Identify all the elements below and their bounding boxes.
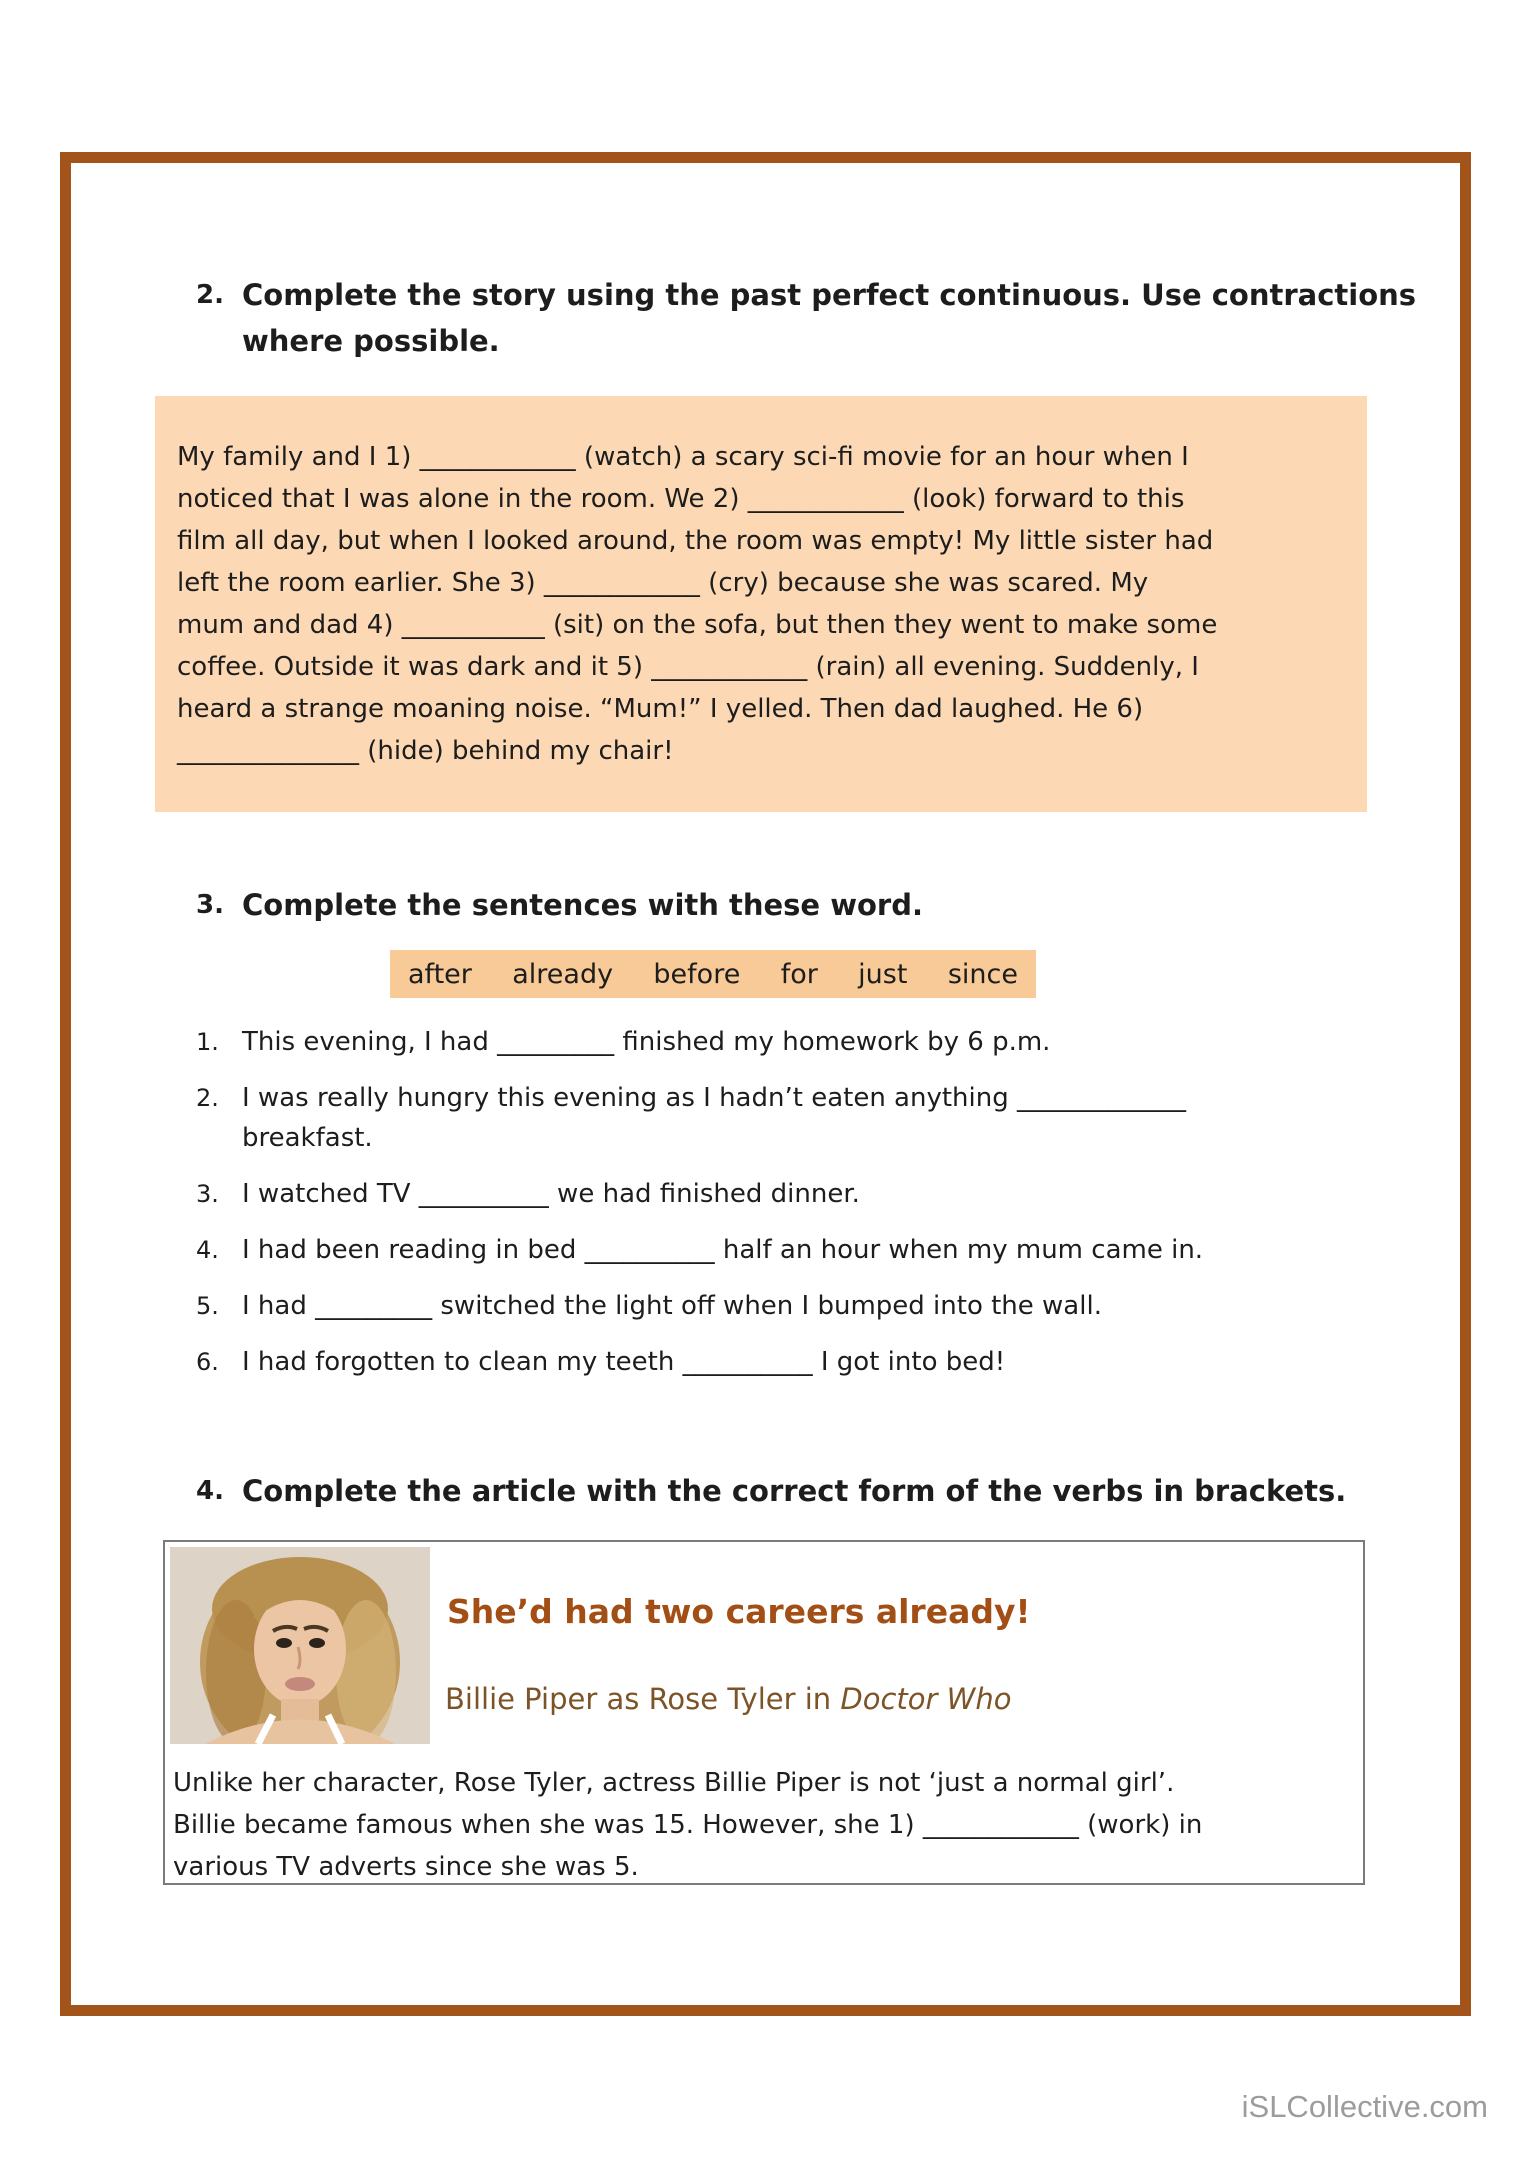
article-body-line: Billie became famous when she was 15. However, she 1) ____________ (work) in xyxy=(173,1810,1203,1840)
story-line: mum and dad 4) ___________ (sit) on the sofa, but then they went to make some xyxy=(177,610,1218,640)
exercise4-number: 4. xyxy=(196,1476,224,1506)
article-body-line: Unlike her character, Rose Tyler, actress Billie Piper is not ‘just a normal girl’. xyxy=(173,1768,1175,1798)
exercise4-instruction-line: Complete the article with the correct form of the verbs in brackets. xyxy=(242,1474,1347,1508)
story-line: ______________ (hide) behind my chair! xyxy=(177,736,674,766)
sentence-text: I had been reading in bed __________ half an hour when my mum came in. xyxy=(242,1235,1204,1265)
exercise3-instruction xyxy=(242,882,923,928)
word-bank-word: already xyxy=(512,958,614,990)
story-gap-fill-box xyxy=(155,396,1367,812)
sentence-number: 2. xyxy=(196,1084,219,1112)
exercise2-number: 2. xyxy=(196,280,224,310)
sentence-text: I was really hungry this evening as I hadn’t eaten anything _____________ breakfast. xyxy=(242,1083,1186,1153)
exercise2-instruction xyxy=(242,272,1416,364)
sentence-row xyxy=(196,1174,1386,1214)
sentence-number: 3. xyxy=(196,1180,219,1208)
sentence-row xyxy=(196,1342,1386,1382)
sentence-text: I had forgotten to clean my teeth __________ I got into bed! xyxy=(242,1347,1006,1377)
article-subtitle-text: Billie Piper as Rose Tyler in xyxy=(445,1682,841,1716)
word-bank-word: before xyxy=(653,958,741,990)
story-line: noticed that I was alone in the room. We 2) ____________ (look) forward to this xyxy=(177,484,1185,514)
exercise3-sentences xyxy=(196,1022,1386,1398)
article-box xyxy=(163,1540,1365,1885)
sentence-row xyxy=(196,1022,1386,1062)
sentence-number: 5. xyxy=(196,1292,219,1320)
sentence-row xyxy=(196,1078,1386,1158)
sentence-text: I had _________ switched the light off when I bumped into the wall. xyxy=(242,1291,1102,1321)
story-line: film all day, but when I looked around, the room was empty! My little sister had xyxy=(177,526,1214,556)
article-subtitle-show-title: Doctor Who xyxy=(840,1682,1012,1716)
islcollective-watermark: iSLCollective.com xyxy=(1241,2089,1488,2124)
exercise2-instruction-line: where possible. xyxy=(242,324,500,358)
exercise4-header xyxy=(196,1468,1346,1514)
exercise3-instruction-line: Complete the sentences with these word. xyxy=(242,888,923,922)
article-body-line: various TV adverts since she was 5. xyxy=(173,1852,639,1882)
word-bank-word: just xyxy=(858,958,908,990)
exercise2-header xyxy=(196,272,1417,364)
exercise4-instruction xyxy=(242,1468,1346,1514)
exercise3-number: 3. xyxy=(196,890,224,920)
sentence-number: 4. xyxy=(196,1236,219,1264)
word-bank-word: after xyxy=(408,958,472,990)
billie-piper-photo xyxy=(170,1547,430,1744)
story-line: coffee. Outside it was dark and it 5) ____________ (rain) all evening. Suddenly, I xyxy=(177,652,1199,682)
exercise2-instruction-line: Complete the story using the past perfect continuous. Use contractions xyxy=(242,278,1417,312)
word-bank xyxy=(390,950,1036,998)
article-subtitle xyxy=(445,1682,1011,1716)
sentence-number: 6. xyxy=(196,1348,219,1376)
word-bank-word: for xyxy=(780,958,818,990)
exercise3-header xyxy=(196,882,923,928)
story-line: heard a strange moaning noise. “Mum!” I yelled. Then dad laughed. He 6) xyxy=(177,694,1144,724)
word-bank-word: since xyxy=(947,958,1018,990)
sentence-row xyxy=(196,1286,1386,1326)
story-line: left the room earlier. She 3) ____________ (cry) because she was scared. My xyxy=(177,568,1149,598)
article-body xyxy=(173,1762,1202,1888)
article-headline: She’d had two careers already! xyxy=(447,1592,1031,1631)
story-line: My family and I 1) ____________ (watch) a scary sci-fi movie for an hour when I xyxy=(177,442,1189,472)
sentence-text: This evening, I had _________ finished my homework by 6 p.m. xyxy=(242,1027,1051,1057)
sentence-row xyxy=(196,1230,1386,1270)
sentence-number: 1. xyxy=(196,1028,219,1056)
sentence-text: I watched TV __________ we had finished dinner. xyxy=(242,1179,860,1209)
